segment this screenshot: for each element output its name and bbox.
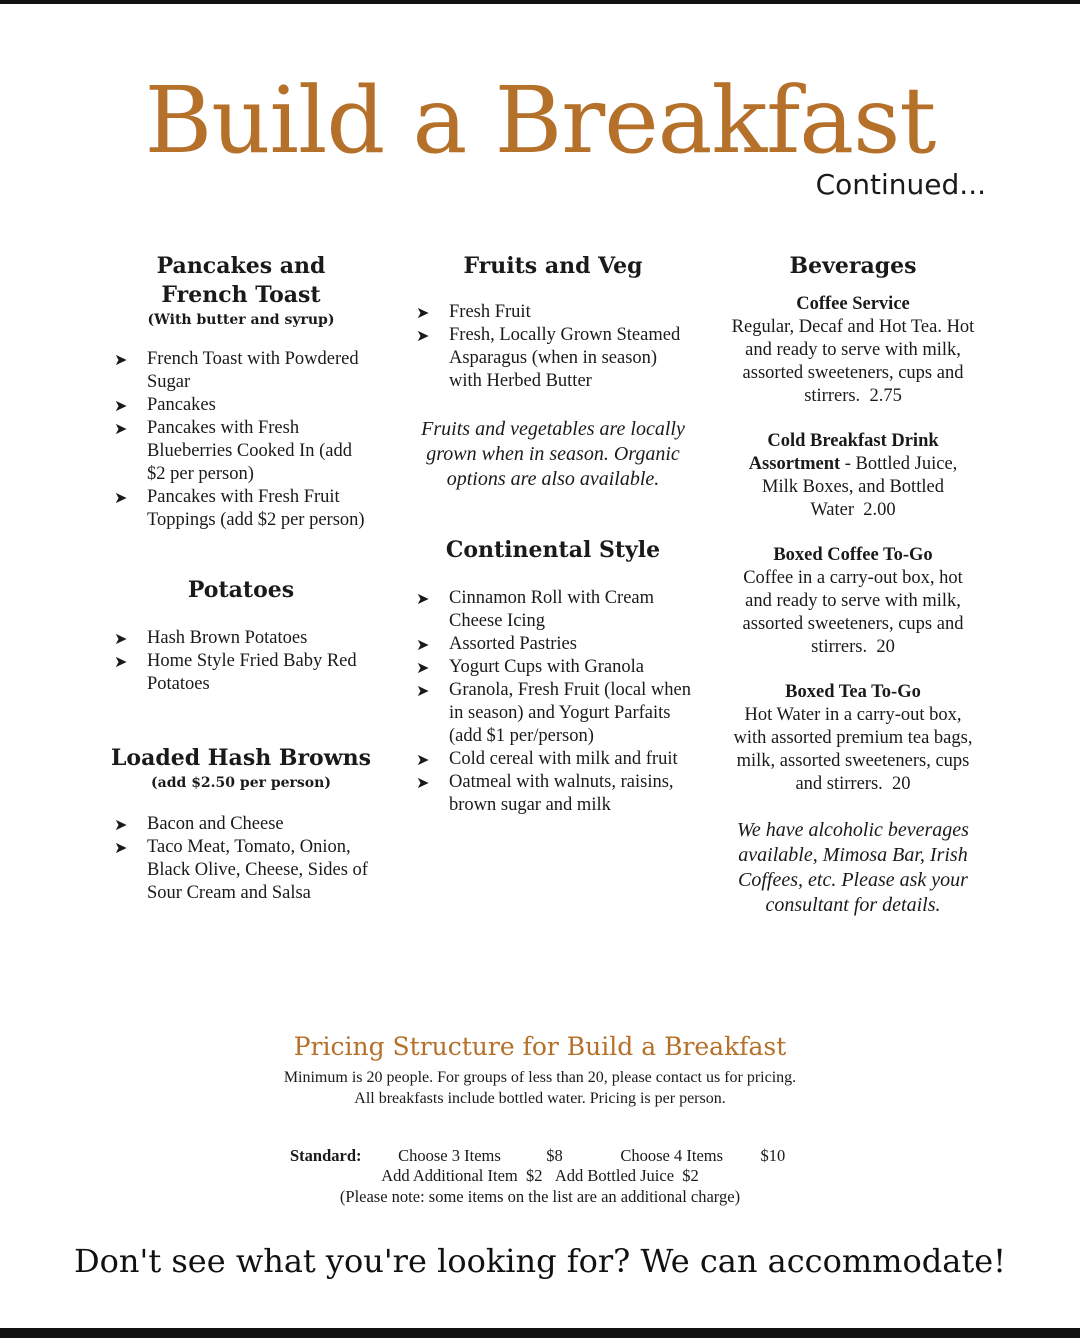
fruits-heading: Fruits and Veg [463,253,643,279]
left-column [110,252,372,905]
arrow-bullet-icon: ➤ [416,635,430,654]
boxed-tea-block [730,681,976,796]
pricing-line2: All breakfasts include bottled water. Pricing is per person. [354,1090,726,1107]
fruits-section [412,252,694,492]
arrow-bullet-icon: ➤ [416,303,430,322]
continental-heading: Continental Style [445,537,661,563]
list-item: ➤ French Toast with Powdered Sugar [114,349,359,392]
cold-drink-title: Cold Breakfast Drink [767,431,939,451]
fruits-list [412,301,694,393]
standard-label: Standard: [290,1146,362,1165]
list-item: ➤ Bacon and Cheese [114,814,284,834]
list-item: ➤ Cold cereal with milk and fruit [416,749,678,769]
list-item: ➤ Pancakes [114,395,216,415]
top-border [0,0,1080,4]
add-item-price: $2 [526,1166,543,1185]
loaded-heading: Loaded Hash Browns [110,745,372,771]
continental-section [412,536,694,817]
arrow-bullet-icon: ➤ [114,488,128,507]
potatoes-heading: Potatoes [187,577,295,603]
arrow-bullet-icon: ➤ [416,681,430,700]
pancakes-note: (With butter and syrup) [147,312,335,328]
pricing-note: (Please note: some items on the list are an additional charge) [339,1187,741,1206]
arrow-bullet-icon: ➤ [416,658,430,677]
cold-drink-price: 2.00 [863,500,896,520]
add-juice-price: $2 [682,1166,699,1185]
coffee-service-desc: Regular, Decaf and Hot Tea. Hot and ready to serve with milk, assorted sweeteners, cups and stirrers. 2.75 [731,317,975,406]
list-item: ➤ Hash Brown Potatoes [114,628,308,648]
boxed-coffee-title: Boxed Coffee To-Go [773,545,933,565]
loaded-hash-browns-section [110,744,372,905]
choose-3-label: Choose 3 Items [398,1146,501,1165]
pricing-title: Pricing Structure for Build a Breakfast [293,1032,787,1061]
pricing-line1: Minimum is 20 people. For groups of less than 20, please contact us for pricing. [283,1069,797,1086]
choose-3-price: $8 [546,1146,563,1165]
coffee-service-title: Coffee Service [796,294,910,314]
list-item: ➤ Assorted Pastries [416,634,577,654]
list-item: ➤ Oatmeal with walnuts, raisins, brown sugar and milk [416,772,674,815]
arrow-bullet-icon: ➤ [416,589,430,608]
choose-4-label: Choose 4 Items [620,1146,724,1165]
arrow-bullet-icon: ➤ [416,750,430,769]
cold-drink-block [730,430,976,522]
list-item: ➤ Pancakes with Fresh Blueberries Cooked In (add $2 per person) [114,418,352,484]
loaded-list [110,813,372,905]
boxed-tea-desc: Hot Water in a carry-out box, with assorted premium tea bags, milk, assorted sweeteners, cups and stirrers. 20 [733,705,973,794]
list-item: ➤ Cinnamon Roll with Cream Cheese Icing [416,588,655,631]
standard-pricing-row [290,1146,830,1166]
continental-list [412,587,694,817]
add-juice-label: Add Bottled Juice [554,1166,675,1185]
list-item: ➤ Taco Meat, Tomato, Onion, Black Olive, Cheese, Sides of Sour Cream and Salsa [114,837,368,903]
choose-4-price: $10 [760,1146,786,1165]
list-item: ➤ Granola, Fresh Fruit (local when in season) and Yogurt Parfaits (add $1 per/person) [416,680,691,746]
add-ons-row [0,1166,1080,1186]
pancakes-heading-line2: French Toast [161,282,321,308]
list-item: ➤ Home Style Fried Baby Red Potatoes [114,651,357,694]
arrow-bullet-icon: ➤ [416,326,430,345]
loaded-note: (add $2.50 per person) [151,775,331,791]
arrow-bullet-icon: ➤ [416,773,430,792]
fruits-note: Fruits and vegetables are locally grown when in season. Organic options are also available. [421,418,685,490]
footer-tagline: Don't see what you're looking for? We can accommodate! [73,1242,1006,1280]
arrow-bullet-icon: ➤ [114,350,128,369]
add-item-label: Add Additional Item [381,1166,518,1185]
cold-drink-desc: Assortment - Bottled Juice, Milk Boxes, and Bottled Water 2.00 [748,454,958,520]
arrow-bullet-icon: ➤ [114,629,128,648]
continued-label: Continued... [815,168,986,201]
arrow-bullet-icon: ➤ [114,396,128,415]
bottom-border [0,1328,1080,1338]
potatoes-list [110,627,372,696]
right-column [730,252,976,918]
pancakes-list [110,348,372,532]
pancakes-heading-line1: Pancakes and [156,253,326,279]
coffee-service-price: 2.75 [869,386,902,406]
boxed-coffee-price: 20 [876,637,895,657]
alcohol-note: We have alcoholic beverages available, Mimosa Bar, Irish Coffees, etc. Please ask your consultant for details. [737,819,969,916]
arrow-bullet-icon: ➤ [114,838,128,857]
list-item: ➤ Yogurt Cups with Granola [416,657,644,677]
arrow-bullet-icon: ➤ [114,652,128,671]
arrow-bullet-icon: ➤ [114,419,128,438]
middle-column [412,252,694,817]
coffee-service-block [730,293,976,408]
boxed-tea-title: Boxed Tea To-Go [785,682,921,702]
boxed-tea-price: 20 [892,774,911,794]
boxed-coffee-block [730,544,976,659]
list-item: ➤ Pancakes with Fresh Fruit Toppings (add $2 per person) [114,487,365,530]
list-item: ➤ Fresh, Locally Grown Steamed Asparagus (when in season) with Herbed Butter [416,325,681,391]
pancakes-section [110,252,372,532]
beverages-heading: Beverages [789,253,917,279]
potatoes-section [110,576,372,696]
page-title: Build a Breakfast [144,67,936,174]
list-item: ➤ Fresh Fruit [416,302,531,322]
arrow-bullet-icon: ➤ [114,815,128,834]
boxed-coffee-desc: Coffee in a carry-out box, hot and ready to serve with milk, assorted sweeteners, cups and stirrers. 20 [742,568,964,657]
